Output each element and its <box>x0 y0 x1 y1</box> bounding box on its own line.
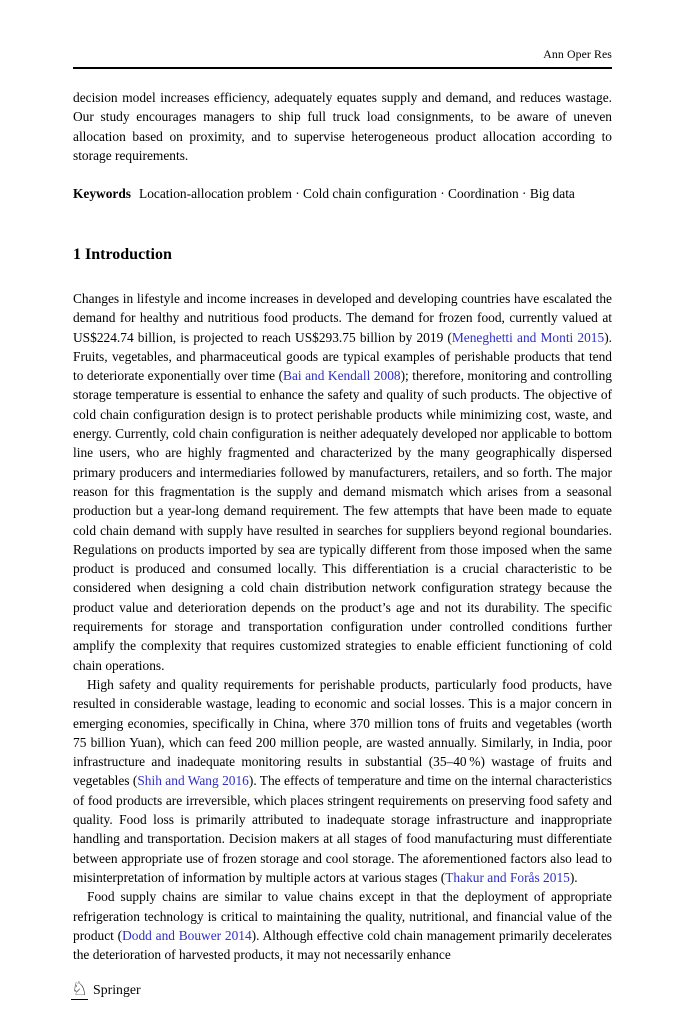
paragraph <box>73 289 612 675</box>
text-run: Food supply chains are similar to value chains except in that the deployment of appropriate refrigeration technology is critical to maintaining the quality, nutritional, and financial value of the product ( <box>73 889 612 943</box>
header-rule <box>73 67 612 69</box>
text-run: ); therefore, monitoring and controlling storage temperature is essential to enhance the safety and quality of such products. The objective of cold chain configuration design is to protect perishable products while minimizing cost, waste, and energy. Currently, cold chain configuration is neither adequately developed nor applicable to bottom line users, who are highly fragmented and characterized by the many geographically dispersed primary producers and intermediaries followed by manufacturers, retailers, and so forth. The major reason for this fragmentation is the supply and demand mismatch which arises from a seasonal production but a year-long demand requirement. The few attempts that have been made to equate cold chain demand with supply have resulted in searches for suppliers beyond regional boundaries. Regulations on products imported by sea are typically different from those imposed when the same product is produced and consumed locally. This differentiation is a crucial characteristic to be considered when designing a cold chain distribution network configuration strategy because the product value and deterioration depends on the product’s age and not its durability. The specific requirements for storage and transportation configuration under controlled conditions further amplify the complexity that requires customized strategies to enable efficient functioning of cold chain operations. <box>73 368 612 673</box>
citation-link[interactable]: Bai and Kendall 2008 <box>283 368 401 384</box>
citation-link[interactable]: Dodd and Bouwer 2014 <box>122 927 252 943</box>
citation-link[interactable]: Thakur and Forås 2015 <box>445 869 570 885</box>
keywords-label: Keywords <box>73 186 132 201</box>
journal-running-head: Ann Oper Res <box>543 47 612 61</box>
springer-knight-logo-icon: ♘ <box>71 978 89 1000</box>
text-run: High safety and quality requirements for perishable products, particularly food products, have resulted in considerable wastage, leading to economic and social losses. This is a major concern in emerging economies, specifically in China, where 370 million tons of fruits and vegetables (worth 75 billion Yuan), which can feed 200 million people, are wasted annually. Similarly, in India, poor infrastructure and inadequate monitoring results in substantial (35–40 %) wastage of fruits and vegetables ( <box>73 676 612 789</box>
text-run: Changes in lifestyle and income increases in developed and developing countries have escalated the demand for healthy and nutritious food products. The demand for frozen food, currently valued at US$224.74 billion, is projected to reach US$293.75 billion by 2019 ( <box>73 291 612 345</box>
text-run: ). The effects of temperature and time on the internal characteristics of food products are irreversible, which places stringent requirements on preserving food safety and quality. Food loss is primarily attributed to inadequate storage infrastructure and inappropriate handling and transportation. Decision makers at all stages of food manufacturing must differentiate between appropriate use of frozen storage and cool storage. The aforementioned factors also lead to misinterpretation of information by multiple actors at various stages ( <box>73 773 612 885</box>
text-run: ). <box>569 869 578 885</box>
introduction-paragraphs <box>73 289 612 964</box>
citation-link[interactable]: Meneghetti and Monti 2015 <box>451 329 605 345</box>
springer-logo-text: Springer <box>93 982 141 997</box>
footer <box>71 980 141 1000</box>
text-run: ). Fruits, vegetables, and pharmaceutical goods are typical examples of perishable products that tend to deteriorate exponentially over time ( <box>73 329 613 384</box>
keywords-block <box>73 184 612 203</box>
section-heading-introduction: 1 Introduction <box>73 246 172 263</box>
keywords-list: Location-allocation problem · Cold chain configuration · Coordination · Big data <box>139 186 575 201</box>
abstract-continuation-paragraph: decision model increases efficiency, adequately equates supply and demand, and reduces wastage. Our study encourages managers to ship full truck load consignments, to be aware of uneven allocation based on proximity, and to supervise heterogeneous product allocation according to storage requirements. <box>73 90 612 163</box>
text-run: ). Although effective cold chain management primarily decelerates the deterioration of harvested products, it may not necessarily enhance <box>73 927 612 963</box>
citation-link[interactable]: Shih and Wang 2016 <box>137 773 249 789</box>
paragraph <box>73 675 612 887</box>
paragraph <box>73 887 612 964</box>
